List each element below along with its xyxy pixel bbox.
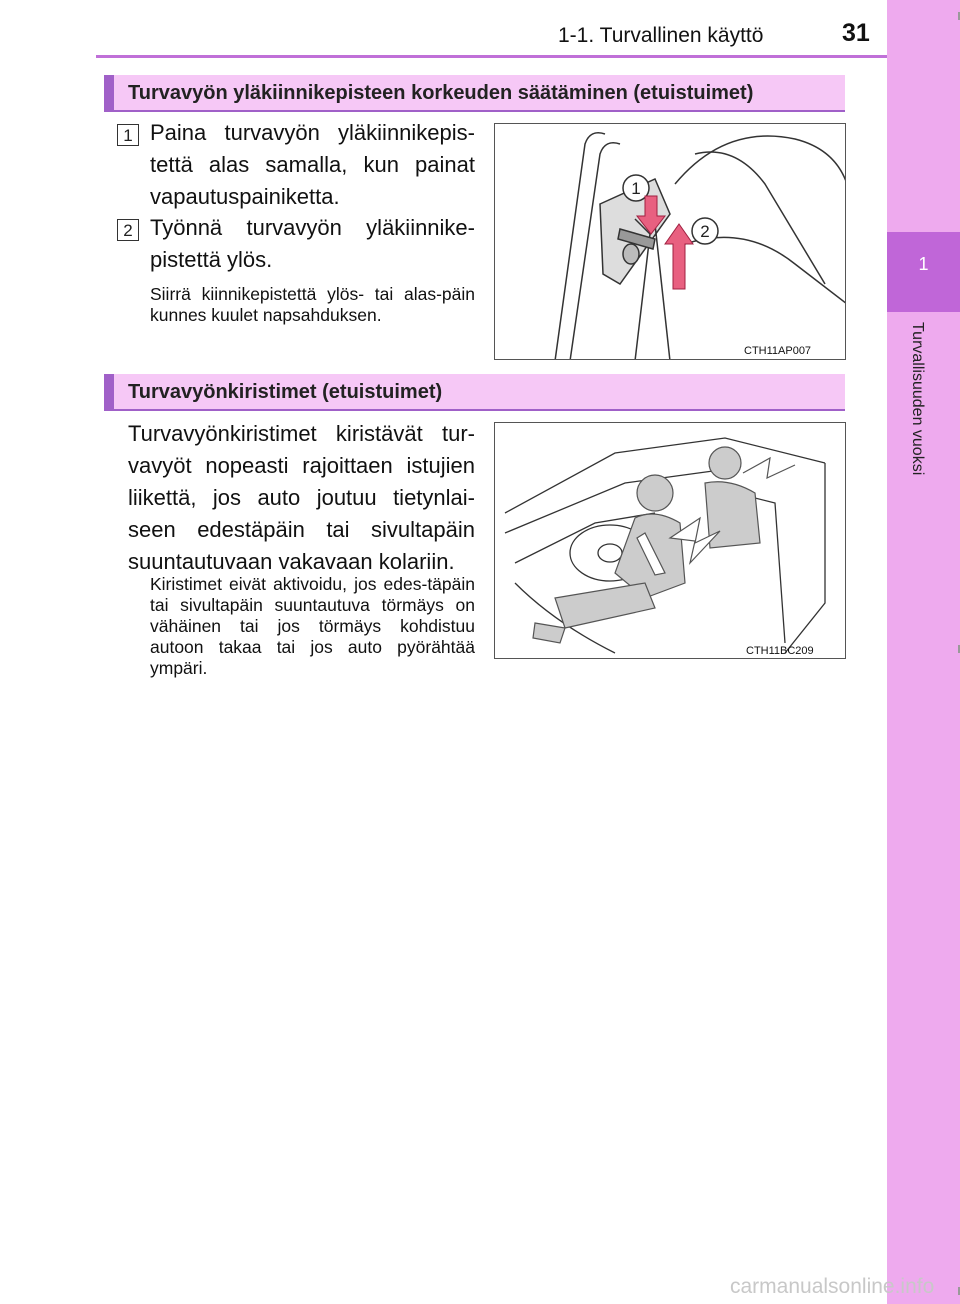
seatbelt-anchor-drawing — [495, 124, 846, 360]
section-heading-bar — [104, 75, 845, 112]
section-heading: Turvavyön yläkiinnikepisteen korkeuden säätäminen (etuistuimet) — [128, 82, 754, 104]
section-heading-bar — [104, 374, 845, 411]
header-rule — [96, 55, 887, 58]
step-text: Paina turvavyön yläkiinnikepis-tettä alas samalla, kun painat vapautuspainiketta. — [150, 120, 475, 209]
chapter-title: 1-1. Turvallinen käyttö — [558, 24, 764, 47]
page-number: 31 — [842, 19, 870, 47]
note-text: Kiristimet eivät aktivoidu, jos edes-täpäin tai sivultapäin suuntautuva törmäys on vähäinen tai jos törmäys kohdistuu autoon takaa tai jos auto pyörähtää ympäri. — [150, 574, 475, 678]
section-heading: Turvavyönkiristimet (etuistuimet) — [128, 381, 443, 403]
svg-text:2: 2 — [700, 222, 710, 241]
svg-text:1: 1 — [631, 179, 641, 198]
body-text: Turvavyönkiristimet kiristävät tur-vavyöt nopeasti rajoittaen istujien liikettä, jos auto joutuu tietynlai-seen edestäpäin tai sivultapäin suuntautuvaan vakavaan kolariin. — [128, 421, 475, 574]
note-text: Siirrä kiinnikepistettä ylös- tai alas-päin kunnes kuulet napsahduksen. — [150, 284, 475, 325]
pretensioner-illustration — [494, 422, 846, 659]
figure-code: CTH11BC209 — [746, 645, 814, 657]
chapter-side-tab — [887, 0, 960, 1304]
figure-code: CTH11AP007 — [744, 345, 812, 357]
step-number: 2 — [117, 219, 139, 241]
chapter-side-text: Turvallisuuden vuoksi — [909, 322, 926, 476]
step-number: 1 — [117, 124, 139, 146]
chapter-number: 1 — [918, 254, 929, 274]
step-text: Työnnä turvavyön yläkiinnike-pistettä ylös. — [150, 215, 475, 272]
watermark: carmanualsonline.info — [730, 1275, 935, 1298]
seatbelt-anchor-illustration — [494, 123, 846, 360]
pretensioner-drawing — [495, 423, 846, 659]
